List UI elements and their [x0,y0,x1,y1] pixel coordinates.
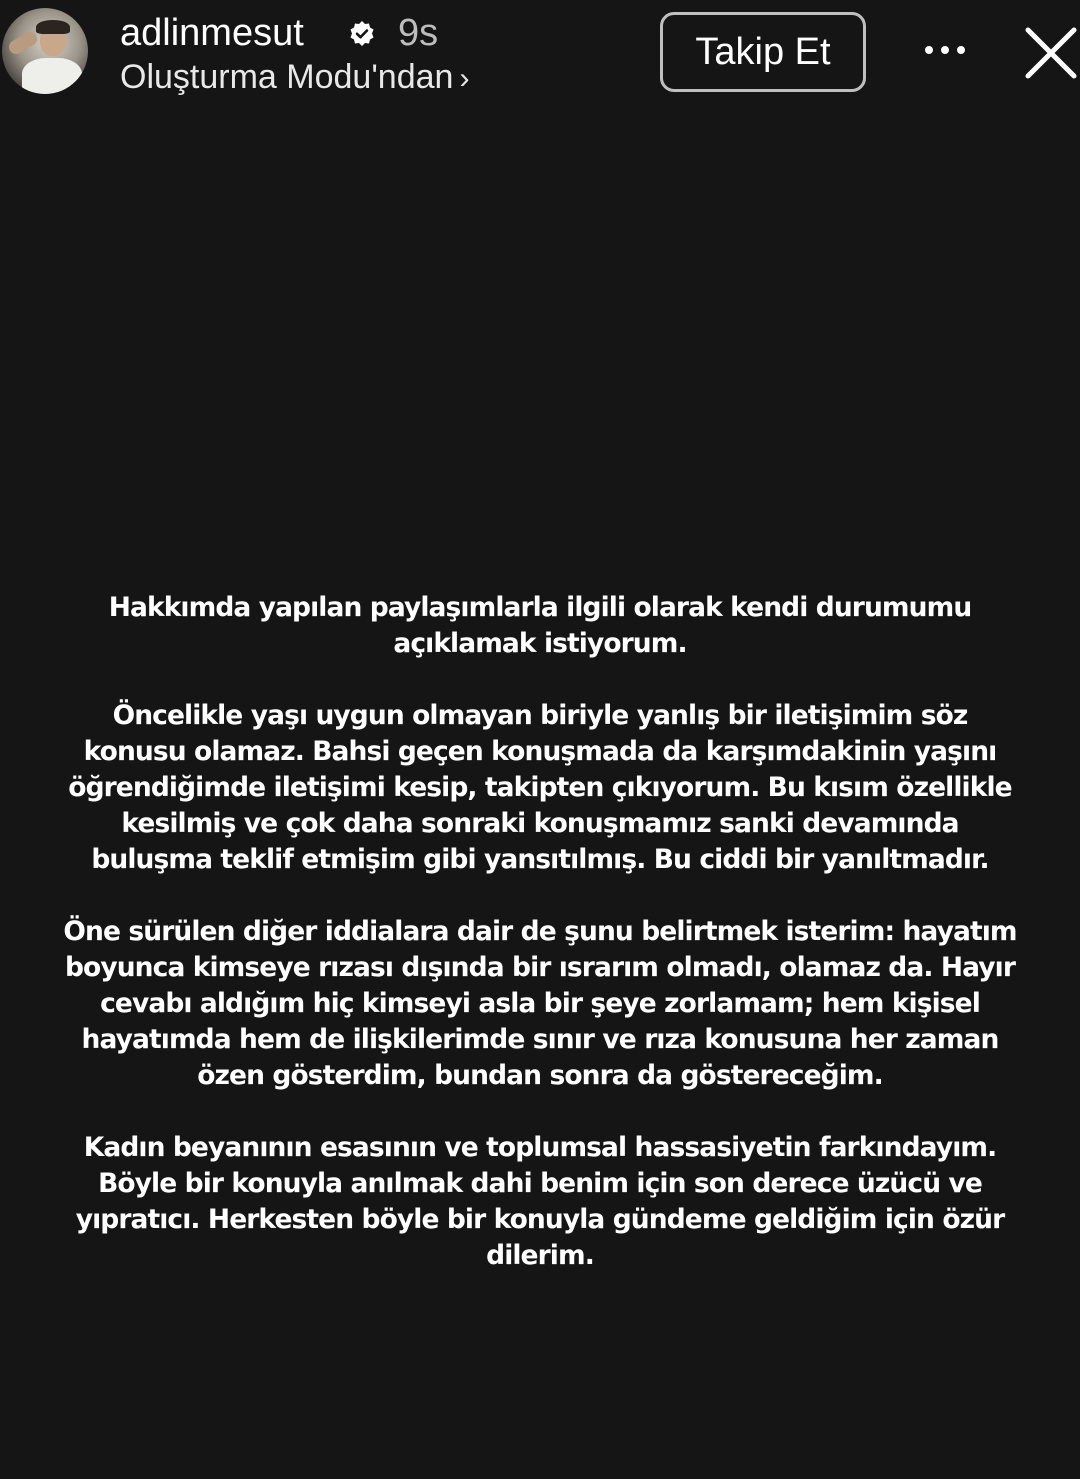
statement-paragraph: Öne sürülen diğer iddialara dair de şunu belirtmek isterim: hayatım boyunca kimseye rızası dışında bir ısrarım olmadı, olamaz da. Hayır cevabı aldığım hiç kimseyi asla bir şeye zorlamam; hem kişisel hayatımda hem de ilişkilerimde sınır ve rıza konusuna her zaman özen gösterdim, bundan sonra da göstereceğim. [63,916,1017,1091]
avatar-arm [7,29,40,56]
statement-paragraph: Hakkımda yapılan paylaşımlarla ilgili olarak kendi durumumu açıklamak istiyorum. [108,592,972,659]
statement-paragraph: Kadın beyanının esasının ve toplumsal hassasiyetin farkındayım. Böyle bir konuyla anılmak dahi benim için son derece üzücü ve yıpratıcı. Herkesten böyle bir konuyla gündeme geldiğim için özür dilerim. [75,1132,1005,1271]
post-time: 9s [398,12,439,54]
avatar-hair [36,20,70,34]
story-statement [60,590,1020,1274]
avatar-shirt [22,58,82,94]
story-header [0,0,1080,110]
creation-mode-label: Oluşturma Modu'ndan [120,58,454,96]
statement-paragraph: Öncelikle yaşı uygun olmayan biriyle yanlış bir iletişimim söz konusu olamaz. Bahsi geçen konuşmada da karşımdakinin yaşını öğrendiğimde iletişimi kesip, takipten çıkıyorum. Bu kısım özellikle kesilmiş ve çok daha sonraki konuşmamız sanki devamında buluşma teklif etmişim gibi yansıtılmış. Bu ciddi bir yanıltmadır. [68,700,1012,875]
verified-badge-icon [348,20,376,48]
chevron-right-icon: › [459,62,470,95]
creation-mode-link[interactable] [120,56,469,100]
more-options-icon[interactable] [922,40,968,60]
close-icon[interactable] [1024,26,1078,80]
profile-avatar[interactable] [2,8,88,94]
follow-button[interactable]: Takip Et [660,12,866,92]
username[interactable]: adlinmesut [120,12,304,54]
